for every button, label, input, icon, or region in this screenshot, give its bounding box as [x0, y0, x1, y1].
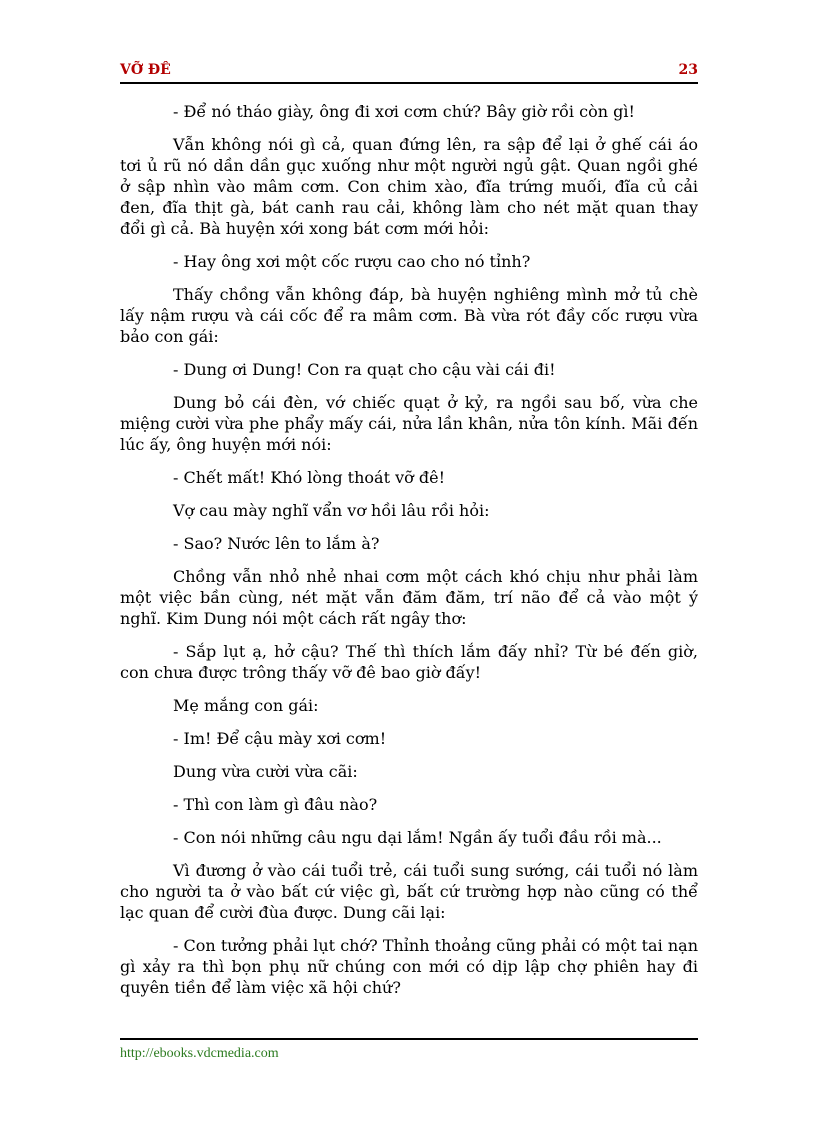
- paragraph: - Thì con làm gì đâu nào?: [173, 795, 378, 814]
- paragraph: - Để nó tháo giày, ông đi xơi cơm chứ? Bây giờ rồi còn gì!: [173, 102, 635, 121]
- page-header: [120, 60, 698, 84]
- paragraph: Thấy chồng vẫn không đáp, bà huyện nghiêng mình mở tủ chè lấy nậm rượu và cái cốc để ra mâm cơm. Bà vừa rót đầy cốc rượu vừa bảo con gái:: [120, 285, 698, 346]
- page-body: [120, 101, 698, 1010]
- paragraph: Dung vừa cười vừa cãi:: [173, 762, 358, 781]
- page-number: 23: [678, 62, 698, 78]
- paragraph: Vẫn không nói gì cả, quan đứng lên, ra sập để lại ở ghế cái áo tơi ủ rũ nó dần dần gục xuống như một người ngủ gật. Quan ngồi ghé ở sập nhìn vào mâm cơm. Con chim xào, đĩa trứng muối, đĩa củ cải đen, đĩa thịt gà, bát canh rau cải, không làm cho nét mặt quan thay đổi gì cả. Bà huyện xới xong bát cơm mới hỏi:: [120, 135, 698, 238]
- paragraph: Chồng vẫn nhỏ nhẻ nhai cơm một cách khó chịu như phải làm một việc bần cùng, nét mặt vẫn đăm đăm, trí não để cả vào một ý nghĩ. Kim Dung nói một cách rất ngây thơ:: [120, 567, 698, 628]
- paragraph: Mẹ mắng con gái:: [173, 696, 319, 715]
- footer-website-link[interactable]: http://ebooks.vdcmedia.com: [120, 1046, 279, 1061]
- paragraph: - Sao? Nước lên to lắm à?: [173, 534, 380, 553]
- paragraph: - Hay ông xơi một cốc rượu cao cho nó tỉnh?: [173, 252, 531, 271]
- paragraph: - Dung ơi Dung! Con ra quạt cho cậu vài cái đi!: [173, 360, 556, 379]
- paragraph: - Sắp lụt ạ, hở cậu? Thế thì thích lắm đấy nhỉ? Từ bé đến giờ, con chưa được trông thấy vỡ đê bao giờ đấy!: [120, 642, 698, 682]
- paragraph: - Con nói những câu ngu dại lắm! Ngần ấy tuổi đầu rồi mà...: [173, 828, 662, 847]
- paragraph: - Con tưởng phải lụt chớ? Thỉnh thoảng cũng phải có một tai nạn gì xảy ra thì bọn phụ nữ chúng con mới có dịp lập chợ phiên hay đi quyên tiền để làm việc xã hội chứ?: [120, 936, 698, 997]
- paragraph: Vì đương ở vào cái tuổi trẻ, cái tuổi sung sướng, cái tuổi nó làm cho người ta ở vào bất cứ việc gì, bất cứ trường hợp nào cũng có thể lạc quan để cười đùa được. Dung cãi lại:: [120, 861, 698, 922]
- paragraph: Dung bỏ cái đèn, vớ chiếc quạt ở kỷ, ra ngồi sau bố, vừa che miệng cười vừa phe phẩy mấy cái, nửa lần khân, nửa tôn kính. Mãi đến lúc ấy, ông huyện mới nói:: [120, 393, 698, 454]
- chapter-title: VỠ ĐÊ: [120, 62, 171, 78]
- paragraph: Vợ cau mày nghĩ vẩn vơ hồi lâu rồi hỏi:: [173, 501, 490, 520]
- paragraph: - Im! Để cậu mày xơi cơm!: [173, 729, 387, 748]
- footer-divider: [120, 1038, 698, 1040]
- paragraph: - Chết mất! Khó lòng thoát vỡ đê!: [173, 468, 445, 487]
